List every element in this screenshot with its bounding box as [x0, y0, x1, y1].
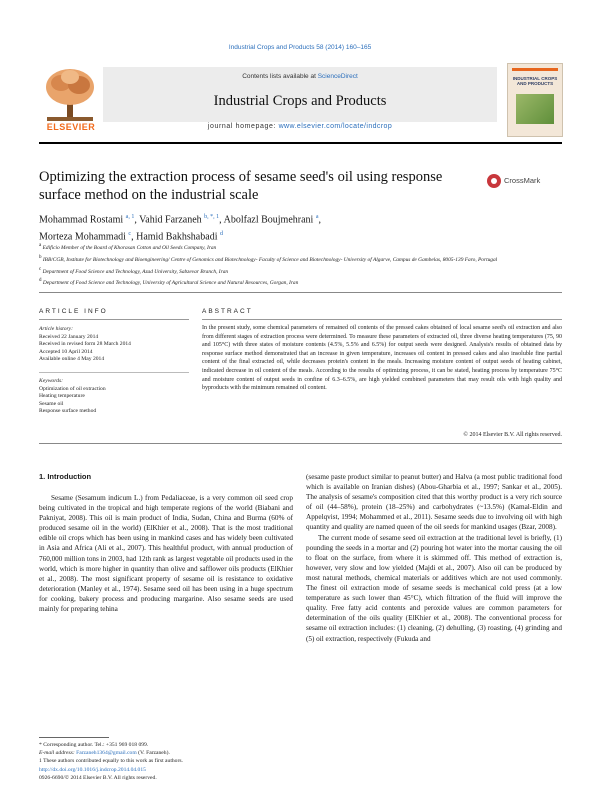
abstract-rule: [202, 319, 562, 320]
affiliation-mark: a: [39, 243, 42, 248]
crossmark-label: CrossMark: [504, 176, 541, 185]
body-column-left: [39, 493, 293, 614]
article-info-rule: [39, 319, 189, 320]
body-column-right: [306, 472, 562, 644]
sciencedirect-link[interactable]: ScienceDirect: [317, 73, 358, 80]
email-label: E-mail address:: [39, 750, 77, 756]
keywords-label: Keywords:: [39, 378, 64, 384]
section-rule: [39, 292, 562, 293]
journal-homepage-line: [103, 123, 497, 130]
journal-citation[interactable]: Industrial Crops and Products 58 (2014) 160–165: [228, 44, 372, 51]
affiliation-item: [39, 276, 559, 288]
author-affil-mark[interactable]: b, *, 1: [204, 214, 220, 220]
contents-available-line: [103, 73, 497, 80]
history-item: Accepted 10 April 2014: [39, 348, 93, 355]
keyword-item: Heating temperature: [39, 393, 85, 399]
affiliation-text: Department of Food Science and Technology, University of Agricultural Science and Natural Resources, Gorgan, Iran: [42, 280, 299, 287]
footnote-rule: [39, 737, 109, 738]
body-paragraph: The current mode of sesame seed oil extraction at the traditional level is briefly, (1) pounding the seeds in a mortar and (2) pouring hot water into the mortar causing the oil to float on the surface, from where it is skimmed off. This method of extraction is, however, very slow and low yielded (Majdi et al., 2007). Also oil can be produced by most natural methods, chemical materials or additives which are not used commonly. The finest oil extraction mode of sesame seeds is mechanical cold press (at a low temperature as such lower than 45°C), which filtration of the fluid will improve the quality. Free fatty acid contents and peroxide values are common parameters for determination of the oils quality (ElKhier et al., 2008). The conventional process for sesame oil extraction includes: (1) cleaning, (2) dehulling, (3) roasting, (4) grinding and (5) oil extraction, respectively (Fukuda and: [306, 533, 562, 643]
article-title: Optimizing the extraction process of sesame seed's oil using response surface method on the industrial scale: [39, 169, 443, 203]
affiliation-mark: d: [39, 278, 42, 284]
keyword-item: Sesame oil: [39, 400, 64, 407]
author-name: Abolfazl Boujmehrani: [223, 214, 314, 226]
contents-prefix: Contents lists available at: [242, 73, 318, 80]
elsevier-tree-logo-icon: [39, 65, 101, 123]
section-heading-introduction: 1. Introduction: [39, 472, 92, 481]
author-name: Mohammad Rostami: [39, 214, 124, 226]
footnote-equal-contribution: 1 These authors contributed equally to this work as first authors.: [39, 758, 183, 764]
keyword-item: Response surface method: [39, 408, 97, 414]
affiliation-text: Edificio Member of the Board of Khorasan Cotton and Oil Seeds Company, Iran: [42, 244, 217, 251]
footnote-corresponding: * Corresponding author. Tel.: +351 969 018 099.: [39, 742, 149, 748]
author-affil-mark[interactable]: a: [315, 214, 319, 220]
abstract-heading: ABSTRACT: [202, 308, 253, 315]
issn-line: 0926-6690/© 2014 Elsevier B.V. All rights reserved.: [39, 775, 157, 781]
footnotes: [39, 741, 293, 765]
cover-image: [516, 94, 554, 124]
doi-link[interactable]: http://dx.doi.org/10.1016/j.indcrop.2014.04.015: [39, 767, 146, 773]
affiliation-mark: c: [39, 266, 42, 272]
body-paragraph: (sesame paste product similar to peanut butter) and Halva (a most public traditional food which is available on Iranian dishes) (Abou-Gharbia et al., 1997; Sankar et al., 2005). The analysis of sesame's composition cited that this worthy product is a very rich source of oil (44–58%), protein (18–25%) and carbohydrates (~13.5%) (Kamal-Eldin and Appelqvist, 1994; Mohammed et al., 2011). Sesame seeds due to involving oil with high quantity and quality are named queen of the oil seeds for mankind usages (Bzar, 2008).: [306, 473, 562, 532]
email-suffix: (V. Farzaneh).: [136, 750, 170, 756]
history-label: Article history:: [39, 326, 74, 332]
affiliation-mark: b: [39, 254, 42, 260]
keywords-rule: [39, 372, 189, 373]
affiliation-text: Department of Food Science and Technology, Azad University, Sabzevar Branch, Iran: [42, 268, 229, 275]
crossmark-badge[interactable]: [487, 174, 557, 190]
masthead-box: [103, 67, 497, 122]
article-info-heading: ARTICLE INFO: [39, 308, 108, 315]
cover-title: INDUSTRIAL CROPS AND PRODUCTS: [512, 76, 558, 87]
footnote-email: [39, 749, 293, 757]
email-link[interactable]: Farzaneh1364@gmail.com: [76, 750, 137, 756]
abstract-text: In the present study, some chemical parameters of remained oil contents of the pressed cakes obtained of local sesame seed's oil extraction and also from different stages of extraction process were determined. To measure these parameters of extracted oil, three diverse heating temperatures (75, 90 and 105°C) with three states of moisture contents (4.5%, 5.5% and 6.5%) for output seeds were designed. Analysis's results of obtained data by response surface method demonstrated that an increase in given temperature, increases oil content in pressed cakes and also insoluble fine partial content of the final extracted oil, while decreases protein's content in the meals. Increasing moisture content of output seeds of heating cabinet, indicated decrease in oil content of the meals. According to the results of optimizing process, it can be stated, heating process by temperature 75°C and moisture content of output seeds in confine of 6.3–6.5%, are high yielded combined parameters that may result oils with high quality and byproducts with the minimum remained oil content.: [202, 325, 562, 392]
affiliation-item: [39, 253, 559, 265]
journal-cover-thumbnail: [507, 63, 563, 137]
cover-accent-bar: [512, 68, 558, 71]
crossmark-icon: [487, 174, 501, 188]
author-list: [39, 210, 559, 245]
author-affil-mark[interactable]: c: [128, 231, 132, 238]
publisher-wordmark: ELSEVIER: [46, 122, 96, 132]
authors-line-2: Morteza Mohammadi $^c$, Hamid Bakhshabadi $^d$: [39, 231, 223, 243]
keyword-item: Optimization of oil extraction: [39, 385, 106, 392]
header-rule: [39, 142, 562, 144]
history-item: Received in revised form 28 March 2014: [39, 341, 131, 347]
homepage-label: journal homepage:: [207, 123, 279, 130]
author-affil-mark[interactable]: d: [219, 231, 223, 238]
doi-block: [39, 766, 293, 782]
abstract-bottom-rule: [39, 443, 562, 444]
author-name: Hamid Bakhshabadi: [136, 231, 218, 243]
abstract-copyright: © 2014 Elsevier B.V. All rights reserved.: [463, 432, 562, 438]
history-item: Available online 4 May 2014: [39, 356, 105, 362]
author-name: Morteza Mohammadi: [39, 231, 126, 243]
author-name: Vahid Farzaneh: [139, 214, 202, 226]
affiliation-item: [39, 241, 559, 253]
article-history: [39, 326, 189, 364]
authors-line-1: Mohammad Rostami $^{a, 1}$, Vahid Farzaneh $^{b, *, 1}$, Abolfazl Boujmehrani $^a$,: [39, 214, 321, 226]
body-paragraph: Sesame (Sesamum indicum L.) from Pedaliaceae, is a very common oil seed crop being cultivated in the tropical and high temperate regions of the world (Biabani and Pakniyat, 2008). This oil is main product of India, Sudan, China and Burma (60% of produced sesame oil in the world) (ElKhier et al., 2008). That is the most traditional edible oil crops which has been using in mankind cases and has widely been cultivated in Asia and Africa (Ali et al., 2007). This healthful product, with annual production of 760,000 million tons in 2003, had 12th rank as largest vegetable oil products used in the world, which is more higher in quantity than olive and safflower oils products (ElKhier et al., 2008). The most significant property of sesame oil is resistance to oxidative deterioration (Manley et al., 1974). Sesame seed oil has been using in a huge spectrum for cooking, bakery process and producing margarine. Also sesame seeds are used mainly for preparing tehina: [39, 494, 293, 614]
journal-title: Industrial Crops and Products: [213, 93, 387, 109]
journal-header: [39, 59, 562, 138]
keywords: [39, 378, 189, 416]
author-affil-mark[interactable]: a, 1: [125, 214, 135, 220]
affiliation-item: [39, 265, 559, 277]
homepage-link[interactable]: www.elsevier.com/locate/indcrop: [278, 123, 393, 130]
affiliation-text: IBB/CGB, Institute for Biotechnology and Bioengineering/ Centre of Genomics and Biotechnology- Faculty of Science and Biotechnology- University of Algarve, Campus de Gambelas, 8005-139 Faro, Portugal: [42, 256, 498, 263]
history-item: Received 22 January 2014: [39, 333, 99, 340]
affiliations: [39, 241, 559, 288]
